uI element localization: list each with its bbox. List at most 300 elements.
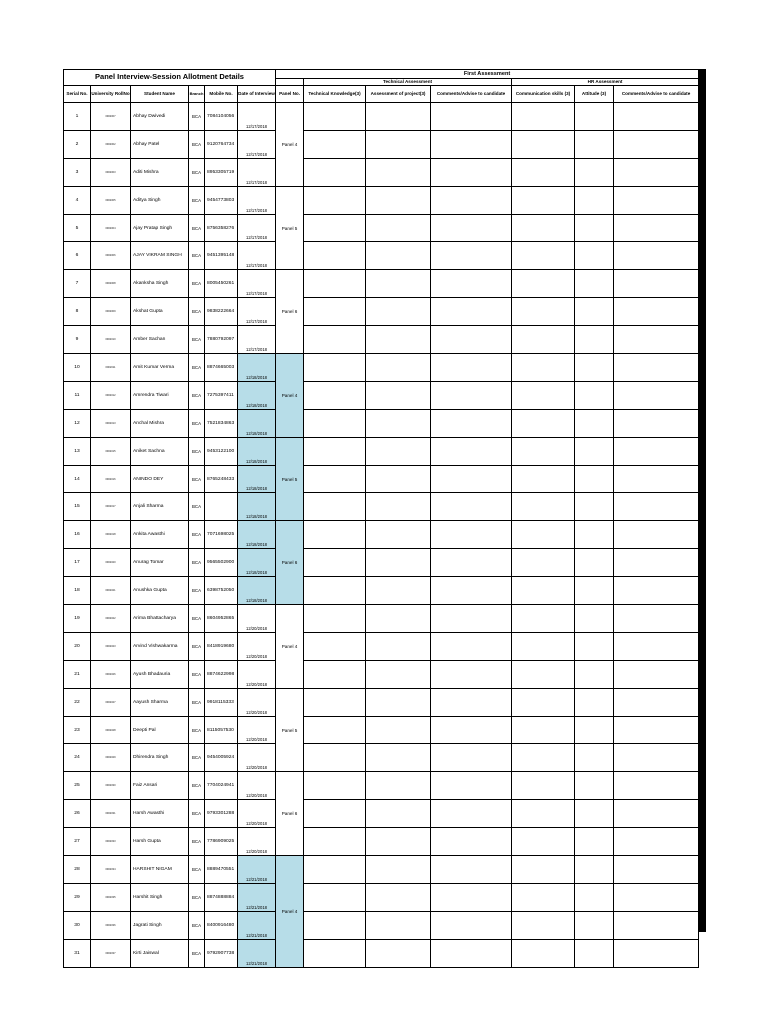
project-score-cell: [366, 632, 431, 660]
student-name-cell: Anurag Tomar: [131, 549, 189, 577]
mobile-cell: 8400916480: [205, 911, 238, 939]
tech-knowledge-score-cell: [304, 744, 366, 772]
branch-cell: BCA: [189, 856, 205, 884]
tech-knowledge-score-cell: [304, 632, 366, 660]
tech-knowledge-score-cell: [304, 911, 366, 939]
table-row: [64, 939, 699, 967]
hr-comments-cell: [614, 800, 699, 828]
serial-cell: 6: [64, 242, 91, 270]
roll-no-cell: 0902017: [91, 493, 131, 521]
serial-cell: 8: [64, 298, 91, 326]
communication-score-cell: [512, 381, 575, 409]
mobile-cell: 8756358276: [205, 214, 238, 242]
hr-comments-cell: [614, 381, 699, 409]
communication-score-cell: [512, 242, 575, 270]
interview-date-cell: 12/20/2018: [238, 660, 276, 688]
panel-cell: Panel 5: [276, 186, 304, 270]
roll-no-cell: 0902016: [91, 465, 131, 493]
hr-comments-cell: [614, 688, 699, 716]
branch-cell: BCA: [189, 688, 205, 716]
student-name-cell: Deepti Pal: [131, 716, 189, 744]
interview-date-cell: 12/18/2018: [238, 381, 276, 409]
attitude-score-cell: [575, 130, 614, 158]
mobile-cell: 8604952865: [205, 605, 238, 633]
attitude-score-cell: [575, 577, 614, 605]
tech-knowledge-score-cell: [304, 688, 366, 716]
student-name-cell: AJAY VIKRAM SINGH: [131, 242, 189, 270]
project-score-cell: [366, 298, 431, 326]
mobile-cell: 9565502900: [205, 549, 238, 577]
student-name-cell: Anushka Gupta: [131, 577, 189, 605]
project-score-cell: [366, 437, 431, 465]
attitude-score-cell: [575, 660, 614, 688]
attitude-score-cell: [575, 354, 614, 382]
sheet-title: Panel Interview-Session Allotment Details: [64, 70, 276, 86]
roll-no-cell: 0902005: [91, 186, 131, 214]
col-tech-knowledge: Technical Knowledge(3): [304, 86, 366, 103]
student-name-cell: Akshat Gupta: [131, 298, 189, 326]
interview-date-cell: 12/20/2018: [238, 605, 276, 633]
branch-cell: BCA: [189, 158, 205, 186]
mobile-cell: 9120764734: [205, 130, 238, 158]
table-row: [64, 911, 699, 939]
communication-score-cell: [512, 688, 575, 716]
interview-date-cell: 12/17/2018: [238, 103, 276, 131]
attitude-score-cell: [575, 744, 614, 772]
tech-comments-cell: [431, 214, 512, 242]
project-score-cell: [366, 577, 431, 605]
hr-comments-cell: [614, 605, 699, 633]
project-score-cell: [366, 911, 431, 939]
table-row: [64, 688, 699, 716]
interview-date-cell: 12/18/2018: [238, 465, 276, 493]
communication-score-cell: [512, 103, 575, 131]
tech-comments-cell: [431, 577, 512, 605]
branch-cell: BCA: [189, 493, 205, 521]
branch-cell: BCA: [189, 381, 205, 409]
mobile-cell: 9454005924: [205, 744, 238, 772]
roll-no-cell: 0902013: [91, 409, 131, 437]
tech-knowledge-score-cell: [304, 270, 366, 298]
serial-cell: 23: [64, 716, 91, 744]
table-row: [64, 465, 699, 493]
branch-cell: BCA: [189, 828, 205, 856]
tech-comments-cell: [431, 242, 512, 270]
serial-cell: 2: [64, 130, 91, 158]
roll-no-cell: 0902011: [91, 354, 131, 382]
student-name-cell: Aayush Sharma: [131, 688, 189, 716]
student-name-cell: Jagrati Singh: [131, 911, 189, 939]
hr-comments-cell: [614, 130, 699, 158]
tech-comments-cell: [431, 354, 512, 382]
allotment-sheet: [63, 69, 705, 968]
hr-comments-cell: [614, 856, 699, 884]
communication-score-cell: [512, 549, 575, 577]
attitude-score-cell: [575, 800, 614, 828]
branch-cell: BCA: [189, 883, 205, 911]
serial-cell: 30: [64, 911, 91, 939]
table-row: [64, 632, 699, 660]
branch-cell: BCA: [189, 298, 205, 326]
mobile-cell: 8889470551: [205, 856, 238, 884]
serial-cell: 12: [64, 409, 91, 437]
branch-cell: BCA: [189, 521, 205, 549]
mobile-cell: [205, 493, 238, 521]
attitude-score-cell: [575, 605, 614, 633]
table-row: [64, 549, 699, 577]
serial-cell: 18: [64, 577, 91, 605]
table-row: [64, 381, 699, 409]
student-name-cell: Akanksha Singh: [131, 270, 189, 298]
serial-cell: 22: [64, 688, 91, 716]
attitude-score-cell: [575, 409, 614, 437]
tech-comments-cell: [431, 103, 512, 131]
tech-knowledge-score-cell: [304, 493, 366, 521]
serial-cell: 15: [64, 493, 91, 521]
attitude-score-cell: [575, 632, 614, 660]
attitude-score-cell: [575, 158, 614, 186]
hr-comments-cell: [614, 493, 699, 521]
hr-comments-cell: [614, 883, 699, 911]
communication-score-cell: [512, 521, 575, 549]
panel-cell: Panel 4: [276, 856, 304, 968]
first-assessment-header: First Assessment: [276, 70, 699, 79]
panel-cell: Panel 5: [276, 437, 304, 521]
interview-date-cell: 12/21/2018: [238, 911, 276, 939]
student-name-cell: Harsh Gupta: [131, 828, 189, 856]
col-panel: Panel No.: [276, 86, 304, 103]
project-score-cell: [366, 242, 431, 270]
serial-cell: 9: [64, 326, 91, 354]
tech-knowledge-score-cell: [304, 298, 366, 326]
student-name-cell: Aditya Singh: [131, 186, 189, 214]
tech-knowledge-score-cell: [304, 577, 366, 605]
tech-comments-cell: [431, 437, 512, 465]
serial-cell: 1: [64, 103, 91, 131]
project-score-cell: [366, 354, 431, 382]
project-score-cell: [366, 103, 431, 131]
serial-cell: 7: [64, 270, 91, 298]
interview-date-cell: 12/18/2018: [238, 549, 276, 577]
communication-score-cell: [512, 130, 575, 158]
interview-date-cell: 12/17/2018: [238, 298, 276, 326]
tech-comments-cell: [431, 186, 512, 214]
mobile-cell: 9793301288: [205, 800, 238, 828]
attitude-score-cell: [575, 103, 614, 131]
student-name-cell: Aniket Sachna: [131, 437, 189, 465]
branch-cell: BCA: [189, 437, 205, 465]
attitude-score-cell: [575, 326, 614, 354]
project-score-cell: [366, 214, 431, 242]
student-name-cell: HARSHIT NIGAM: [131, 856, 189, 884]
communication-score-cell: [512, 326, 575, 354]
tech-knowledge-score-cell: [304, 605, 366, 633]
communication-score-cell: [512, 354, 575, 382]
project-score-cell: [366, 772, 431, 800]
tech-knowledge-score-cell: [304, 772, 366, 800]
interview-date-cell: 12/17/2018: [238, 130, 276, 158]
serial-cell: 3: [64, 158, 91, 186]
communication-score-cell: [512, 716, 575, 744]
student-name-cell: Anchal Mishra: [131, 409, 189, 437]
project-score-cell: [366, 158, 431, 186]
tech-comments-cell: [431, 298, 512, 326]
communication-score-cell: [512, 577, 575, 605]
attitude-score-cell: [575, 549, 614, 577]
serial-cell: 31: [64, 939, 91, 967]
tech-knowledge-score-cell: [304, 828, 366, 856]
hr-comments-cell: [614, 298, 699, 326]
mobile-cell: 8005450261: [205, 270, 238, 298]
branch-cell: BCA: [189, 660, 205, 688]
serial-cell: 21: [64, 660, 91, 688]
interview-date-cell: 12/18/2018: [238, 521, 276, 549]
tech-knowledge-score-cell: [304, 856, 366, 884]
attitude-score-cell: [575, 772, 614, 800]
communication-score-cell: [512, 856, 575, 884]
roll-no-cell: 0902006: [91, 242, 131, 270]
table-row: [64, 660, 699, 688]
table-row: [64, 493, 699, 521]
panel-cell: Panel 5: [276, 688, 304, 772]
hr-comments-cell: [614, 242, 699, 270]
mobile-cell: 8953305719: [205, 158, 238, 186]
attitude-score-cell: [575, 381, 614, 409]
tech-comments-cell: [431, 856, 512, 884]
student-name-cell: Dhirendra Singh: [131, 744, 189, 772]
table-row: [64, 437, 699, 465]
tech-comments-cell: [431, 270, 512, 298]
serial-cell: 13: [64, 437, 91, 465]
student-name-cell: Amrendra Tiwari: [131, 381, 189, 409]
mobile-cell: 7275397411: [205, 381, 238, 409]
tech-knowledge-score-cell: [304, 437, 366, 465]
project-score-cell: [366, 381, 431, 409]
col-comments-tech: Comments/Advise to candidate: [431, 86, 512, 103]
project-score-cell: [366, 521, 431, 549]
branch-cell: BCA: [189, 716, 205, 744]
tech-comments-cell: [431, 549, 512, 577]
tech-knowledge-score-cell: [304, 465, 366, 493]
branch-cell: BCA: [189, 772, 205, 800]
attitude-score-cell: [575, 828, 614, 856]
tech-comments-cell: [431, 465, 512, 493]
communication-score-cell: [512, 493, 575, 521]
table-row: [64, 856, 699, 884]
tech-knowledge-score-cell: [304, 242, 366, 270]
hr-comments-cell: [614, 632, 699, 660]
hr-comments-cell: [614, 437, 699, 465]
roll-no-cell: 0902007: [91, 103, 131, 131]
project-score-cell: [366, 326, 431, 354]
mobile-cell: 7704024941: [205, 772, 238, 800]
table-row: [64, 883, 699, 911]
tech-knowledge-score-cell: [304, 130, 366, 158]
attitude-score-cell: [575, 270, 614, 298]
tech-knowledge-score-cell: [304, 103, 366, 131]
hr-comments-cell: [614, 660, 699, 688]
project-score-cell: [366, 688, 431, 716]
sheet-edge-bar: [698, 69, 706, 932]
tech-comments-cell: [431, 939, 512, 967]
table-row: [64, 744, 699, 772]
table-row: [64, 772, 699, 800]
tech-comments-cell: [431, 828, 512, 856]
table-row: [64, 130, 699, 158]
hr-comments-cell: [614, 911, 699, 939]
branch-cell: BCA: [189, 186, 205, 214]
tech-knowledge-score-cell: [304, 549, 366, 577]
branch-cell: BCA: [189, 130, 205, 158]
interview-date-cell: 12/17/2018: [238, 270, 276, 298]
project-score-cell: [366, 270, 431, 298]
col-roll: University RollNo: [91, 86, 131, 103]
hr-comments-cell: [614, 186, 699, 214]
panel-cell: Panel 4: [276, 354, 304, 438]
project-score-cell: [366, 493, 431, 521]
interview-date-cell: 12/21/2018: [238, 856, 276, 884]
table-row: [64, 409, 699, 437]
tech-knowledge-score-cell: [304, 186, 366, 214]
interview-date-cell: 12/18/2018: [238, 409, 276, 437]
branch-cell: BCA: [189, 800, 205, 828]
branch-cell: BCA: [189, 103, 205, 131]
student-name-cell: Kirti Jaiswal: [131, 939, 189, 967]
communication-score-cell: [512, 883, 575, 911]
tech-comments-cell: [431, 381, 512, 409]
roll-no-cell: 0902015: [91, 437, 131, 465]
mobile-cell: 8874888884: [205, 883, 238, 911]
allotment-table: [63, 69, 699, 968]
project-score-cell: [366, 716, 431, 744]
tech-knowledge-score-cell: [304, 409, 366, 437]
roll-no-cell: 0902033: [91, 828, 131, 856]
panel-cell: Panel 4: [276, 605, 304, 689]
communication-score-cell: [512, 409, 575, 437]
mobile-cell: 9792907738: [205, 939, 238, 967]
roll-no-cell: 0902003: [91, 158, 131, 186]
student-name-cell: Abhay Patel: [131, 130, 189, 158]
serial-cell: 4: [64, 186, 91, 214]
interview-date-cell: 12/21/2018: [238, 939, 276, 967]
student-name-cell: Ajay Pratap Singh: [131, 214, 189, 242]
student-name-cell: Arima Bhattacharya: [131, 605, 189, 633]
tech-knowledge-score-cell: [304, 158, 366, 186]
hr-assessment-header: HR Assessment: [512, 79, 699, 86]
mobile-cell: 7071698025: [205, 521, 238, 549]
interview-date-cell: 12/20/2018: [238, 744, 276, 772]
table-row: [64, 354, 699, 382]
tech-knowledge-score-cell: [304, 326, 366, 354]
roll-no-cell: 0902010: [91, 326, 131, 354]
mobile-cell: 9918115333: [205, 688, 238, 716]
attitude-score-cell: [575, 214, 614, 242]
branch-cell: BCA: [189, 632, 205, 660]
roll-no-cell: 0902030: [91, 772, 131, 800]
communication-score-cell: [512, 186, 575, 214]
tech-comments-cell: [431, 605, 512, 633]
roll-no-cell: 0902036: [91, 911, 131, 939]
project-score-cell: [366, 800, 431, 828]
project-score-cell: [366, 130, 431, 158]
interview-date-cell: 12/20/2018: [238, 632, 276, 660]
project-score-cell: [366, 883, 431, 911]
branch-cell: BCA: [189, 354, 205, 382]
interview-date-cell: 12/17/2018: [238, 214, 276, 242]
roll-no-cell: 0902029: [91, 744, 131, 772]
hr-comments-cell: [614, 828, 699, 856]
hr-comments-cell: [614, 214, 699, 242]
table-row: [64, 158, 699, 186]
col-attitude: Attitude (3): [575, 86, 614, 103]
interview-date-cell: 12/20/2018: [238, 716, 276, 744]
tech-comments-cell: [431, 130, 512, 158]
attitude-score-cell: [575, 186, 614, 214]
tech-knowledge-score-cell: [304, 354, 366, 382]
mobile-cell: 8418919680: [205, 632, 238, 660]
student-name-cell: Faiz Ansari: [131, 772, 189, 800]
table-row: [64, 716, 699, 744]
mobile-cell: 7880792097: [205, 326, 238, 354]
roll-no-cell: 0902035: [91, 883, 131, 911]
tech-comments-cell: [431, 688, 512, 716]
project-score-cell: [366, 828, 431, 856]
roll-no-cell: 0902037: [91, 939, 131, 967]
roll-no-cell: 0902012: [91, 381, 131, 409]
serial-cell: 27: [64, 828, 91, 856]
serial-cell: 10: [64, 354, 91, 382]
roll-no-cell: 0902031: [91, 800, 131, 828]
hr-comments-cell: [614, 549, 699, 577]
hr-comments-cell: [614, 577, 699, 605]
tech-knowledge-score-cell: [304, 381, 366, 409]
student-name-cell: Ayush Bhadauria: [131, 660, 189, 688]
tech-comments-cell: [431, 744, 512, 772]
project-score-cell: [366, 605, 431, 633]
tech-comments-cell: [431, 326, 512, 354]
table-row: [64, 103, 699, 131]
communication-score-cell: [512, 605, 575, 633]
roll-no-cell: 0902026: [91, 660, 131, 688]
col-mobile: Mobile No.: [205, 86, 238, 103]
serial-cell: 19: [64, 605, 91, 633]
project-score-cell: [366, 744, 431, 772]
interview-date-cell: 12/20/2018: [238, 772, 276, 800]
roll-no-cell: 0902023: [91, 632, 131, 660]
mobile-cell: 8874622998: [205, 660, 238, 688]
hr-comments-cell: [614, 465, 699, 493]
serial-cell: 26: [64, 800, 91, 828]
serial-cell: 29: [64, 883, 91, 911]
serial-cell: 14: [64, 465, 91, 493]
table-row: [64, 800, 699, 828]
attitude-score-cell: [575, 493, 614, 521]
col-comments-hr: Comments/Advise to candidate: [614, 86, 699, 103]
branch-cell: BCA: [189, 214, 205, 242]
roll-no-cell: 0902020: [91, 549, 131, 577]
tech-comments-cell: [431, 660, 512, 688]
tech-knowledge-score-cell: [304, 660, 366, 688]
interview-date-cell: 12/18/2018: [238, 437, 276, 465]
roll-no-cell: 0902004: [91, 214, 131, 242]
project-score-cell: [366, 549, 431, 577]
mobile-cell: 8115057530: [205, 716, 238, 744]
table-row: [64, 326, 699, 354]
hr-comments-cell: [614, 103, 699, 131]
communication-score-cell: [512, 270, 575, 298]
col-name: Student Name: [131, 86, 189, 103]
project-score-cell: [366, 939, 431, 967]
